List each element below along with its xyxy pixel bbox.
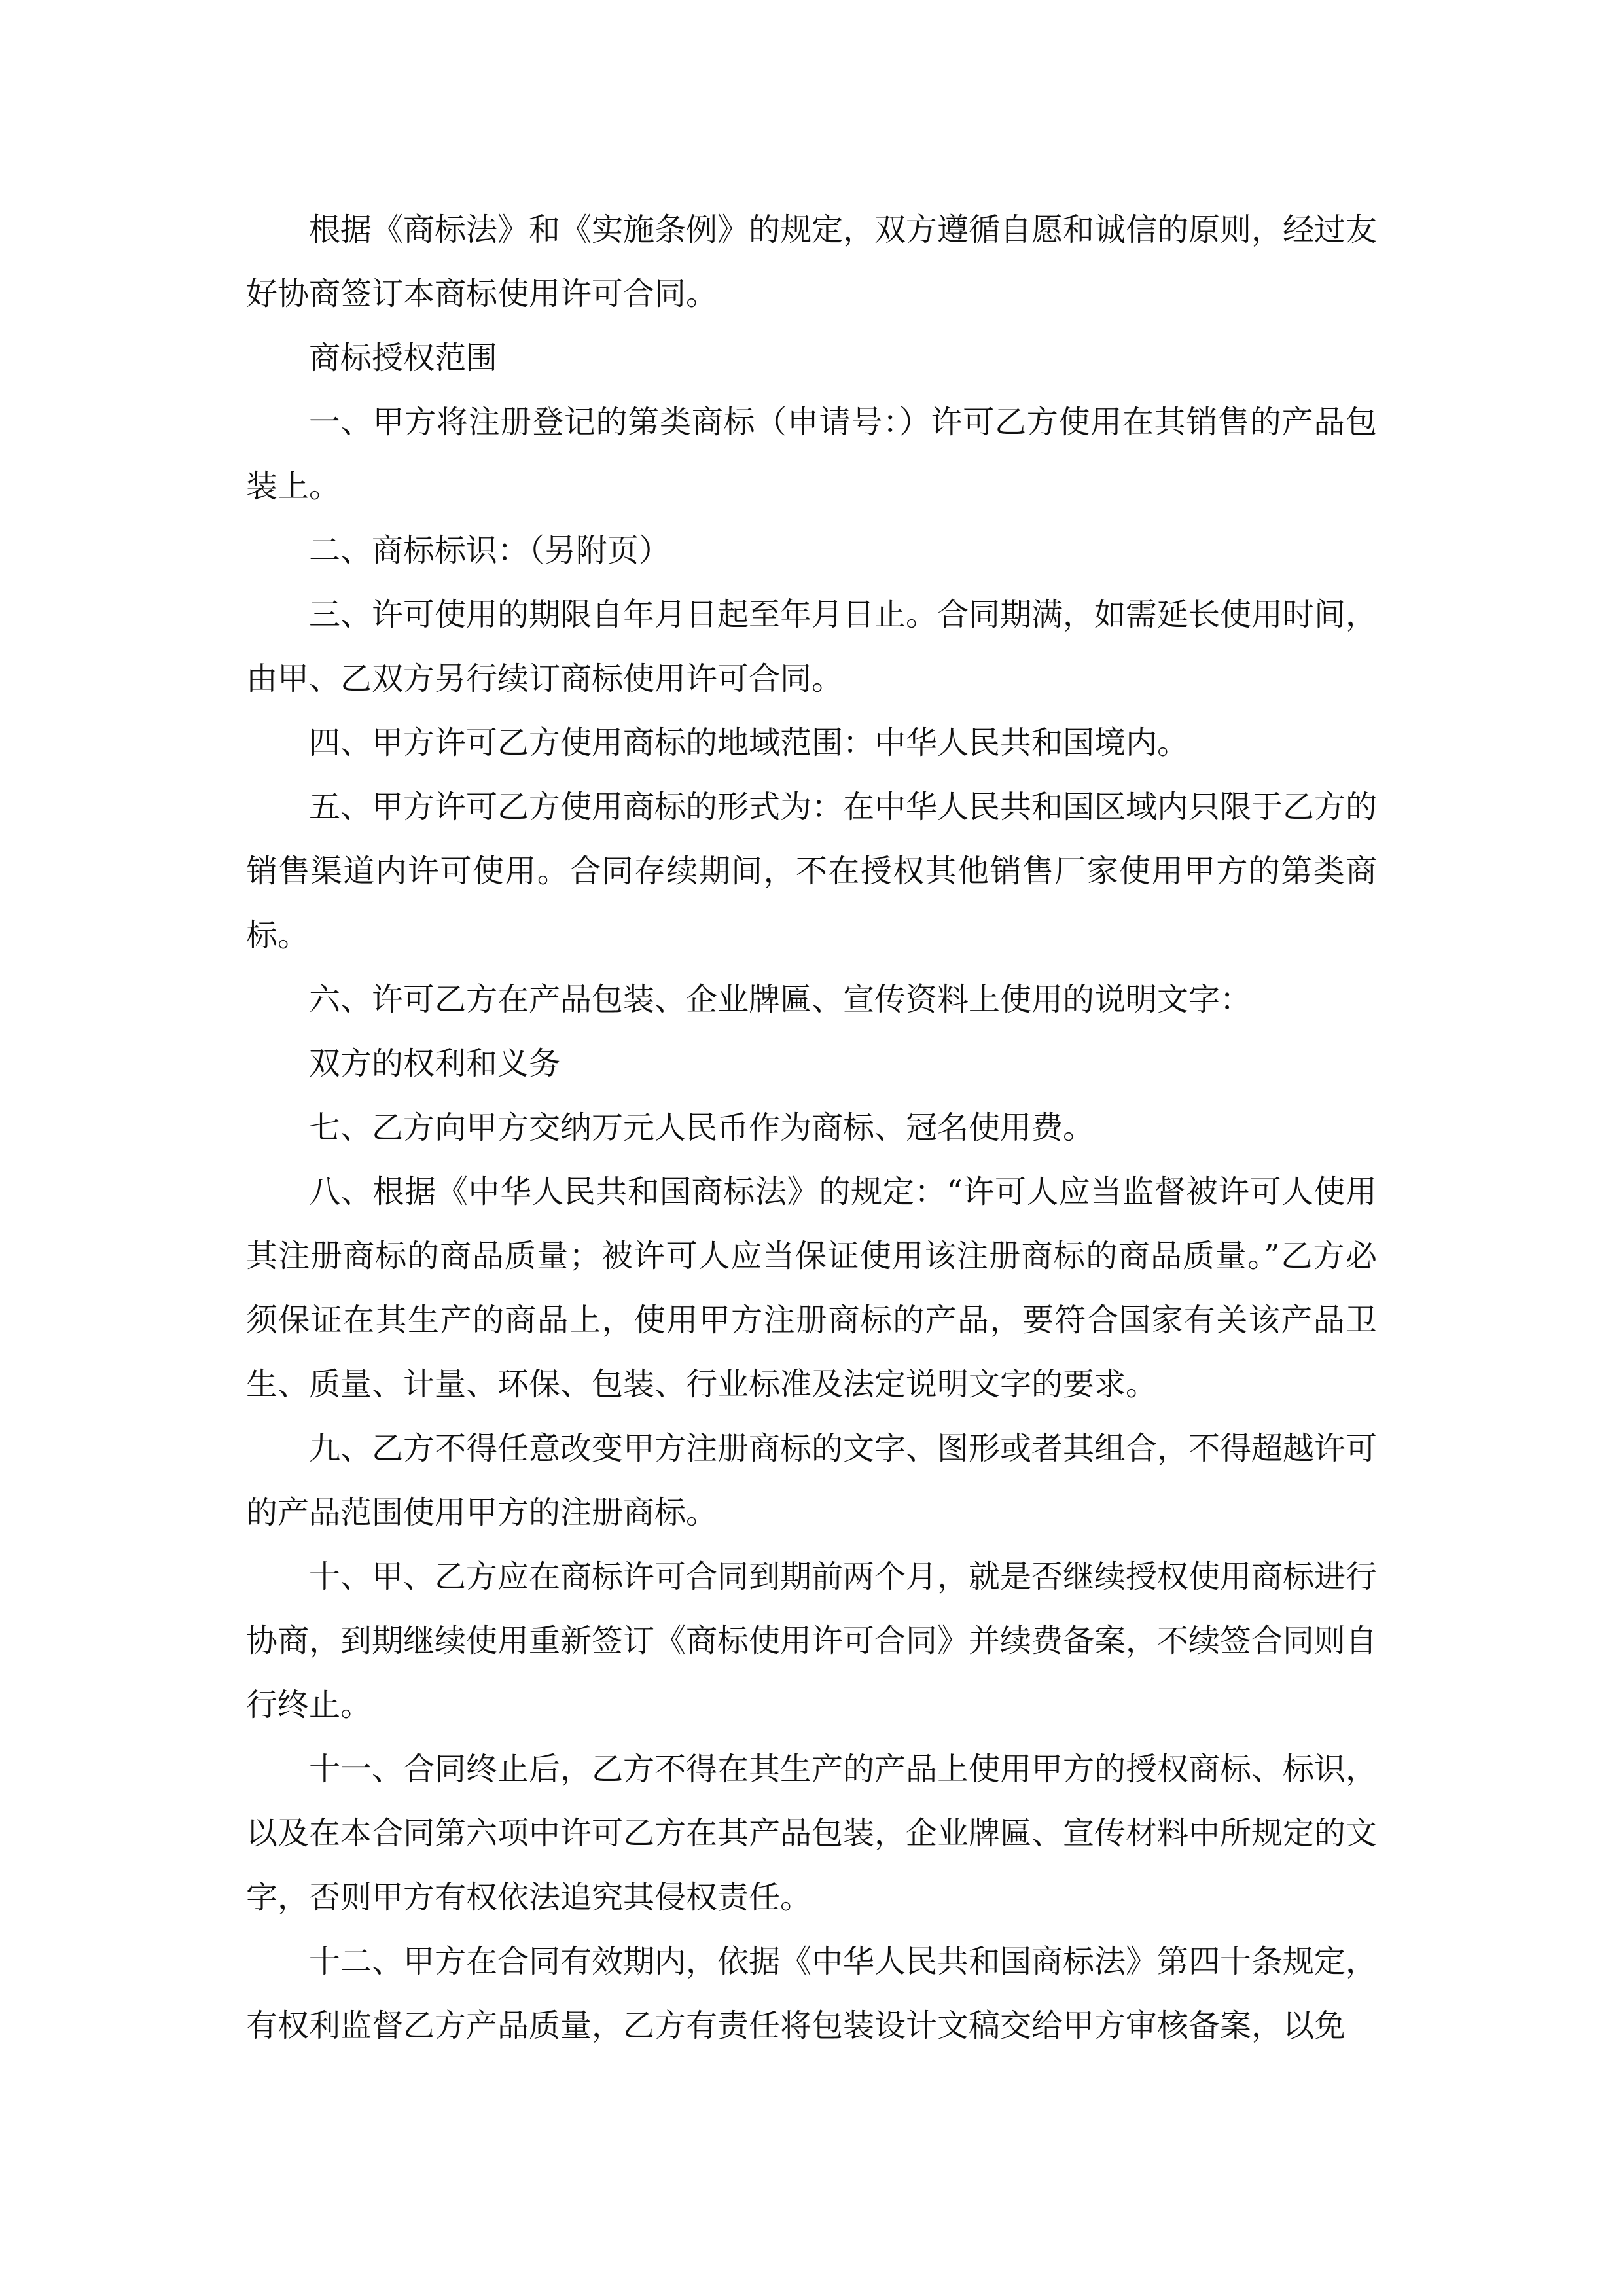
clause-8: 八、根据《中华人民共和国商标法》的规定：“许可人应当监督被许可人使用其注册商标的商品质量；被许可人应当保证使用该注册商标的商品质量。”乙方必须保证在其生产的商品上，使用甲方注册商标的产品，要符合国家有关该产品卫生、质量、计量、环保、包装、行业标准及法定说明文字的要求。	[246, 1174, 1377, 1403]
clause-12: 十二、甲方在合同有效期内，依据《中华人民共和国商标法》第四十条规定，有权利监督乙方产品质量，乙方有责任将包装设计文稿交给甲方审核备案，以免	[246, 1943, 1378, 2044]
section-heading-scope: 商标授权范围	[309, 340, 498, 376]
clause-9: 九、乙方不得任意改变甲方注册商标的文字、图形或者其组合，不得超越许可的产品范围使用甲方的注册商标。	[246, 1430, 1378, 1531]
clause-1: 一、甲方将注册登记的第类商标（申请号：）许可乙方使用在其销售的产品包装上。	[246, 404, 1377, 505]
clause-3: 三、许可使用的期限自年月日起至年月日止。合同期满，如需延长使用时间，由甲、乙双方另行续订商标使用许可合同。	[246, 596, 1378, 697]
clause-5: 五、甲方许可乙方使用商标的形式为：在中华人民共和国区域内只限于乙方的销售渠道内许可使用。合同存续期间，不在授权其他销售厂家使用甲方的第类商标。	[246, 789, 1378, 954]
clause-4: 四、甲方许可乙方使用商标的地域范围：中华人民共和国境内。	[309, 725, 1189, 761]
paragraph-intro: 根据《商标法》和《实施条例》的规定，双方遵循自愿和诚信的原则，经过友好协商签订本商标使用许可合同。	[246, 211, 1378, 312]
section-heading-rights: 双方的权利和义务	[309, 1045, 561, 1082]
clause-7: 七、乙方向甲方交纳万元人民币作为商标、冠名使用费。	[309, 1109, 1095, 1146]
clause-11: 十一、合同终止后，乙方不得在其生产的产品上使用甲方的授权商标、标识，以及在本合同第六项中许可乙方在其产品包装，企业牌匾、宣传材料中所规定的文字，否则甲方有权依法追究其侵权责任。	[246, 1751, 1378, 1916]
clause-2: 二、商标标识：（另附页）	[309, 532, 671, 569]
clause-6: 六、许可乙方在产品包装、企业牌匾、宣传资料上使用的说明文字：	[309, 981, 1252, 1018]
document-body	[246, 198, 1377, 2058]
clause-10: 十、甲、乙方应在商标许可合同到期前两个月，就是否继续授权使用商标进行协商，到期继续使用重新签订《商标使用许可合同》并续费备案，不续签合同则自行终止。	[246, 1558, 1378, 1723]
